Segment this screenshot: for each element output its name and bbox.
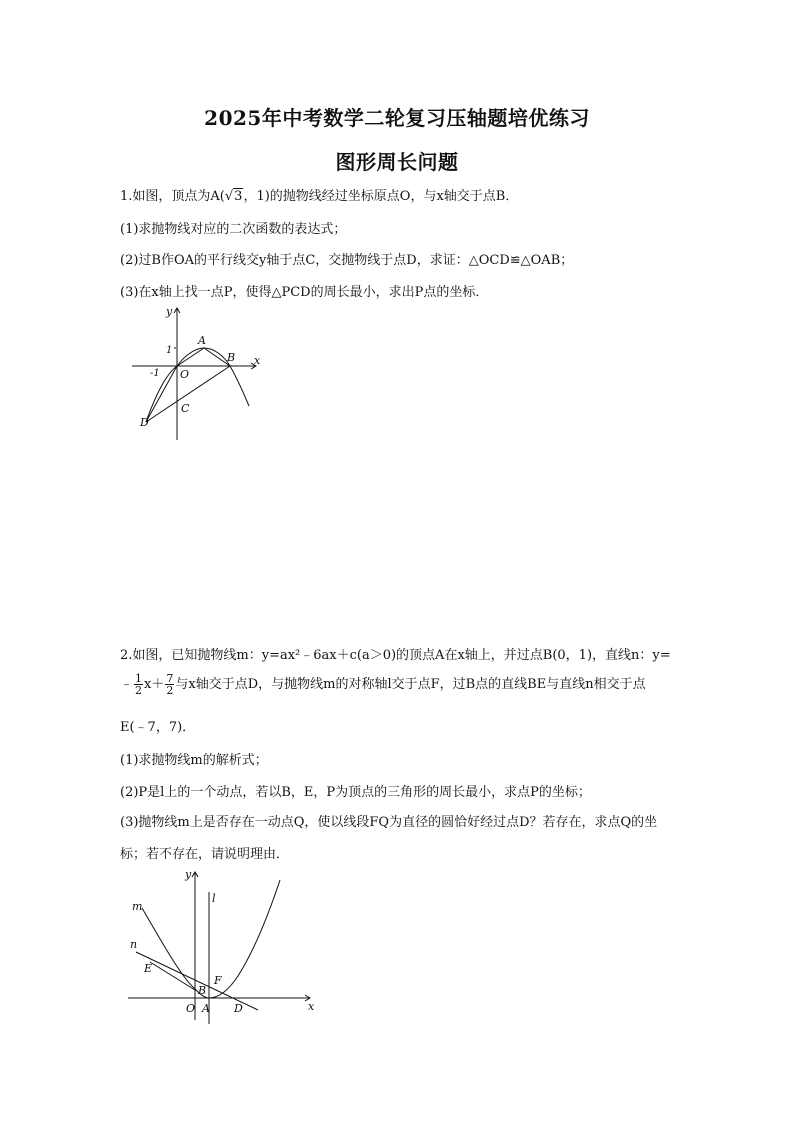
problem2-question1: (1)求抛物线m的解析式； — [120, 753, 268, 768]
problem2-question3-line2: 标；若不存在，请说明理由． — [120, 847, 290, 862]
label-neg-one: -1 — [150, 368, 160, 379]
problem2-figure — [124, 866, 320, 1026]
label-m: m — [132, 900, 143, 913]
x-plus: x＋ — [144, 677, 165, 692]
problem1-figure — [128, 302, 268, 444]
fraction2-denominator: 2 — [166, 684, 174, 697]
fraction1-numerator: 1 — [135, 672, 143, 685]
label-n: n — [130, 938, 138, 951]
label-a: A — [202, 1002, 210, 1015]
label-a: A — [198, 334, 206, 347]
problem2-question3-line1: (3)抛物线m上是否存在一动点Q，使以线段FQ为直径的圆恰好经过点D？若存在，求点Q的坐 — [120, 815, 658, 830]
label-d: D — [234, 1002, 243, 1015]
problem1-stem — [120, 185, 518, 204]
label-o: O — [186, 1002, 196, 1015]
problem1-stem-start: 1.如图，顶点为A( — [120, 189, 225, 204]
label-one: 1 — [166, 345, 173, 356]
label-c: C — [181, 402, 190, 415]
segment-be — [150, 962, 195, 990]
problem2-stem-line1: 2.如图，已知抛物线m：y=ax²﹣6ax＋c(a＞0)的顶点A在x轴上，并过点B(0，1)，直线n：y= — [120, 648, 671, 663]
label-x: x — [254, 354, 261, 367]
label-y: y — [185, 868, 192, 881]
label-e: E — [144, 962, 153, 975]
fraction-one-half — [134, 673, 143, 696]
problem1-question3: (3)在x轴上找一点P，使得△PCD的周长最小，求出P点的坐标． — [120, 285, 489, 300]
parabola-m — [142, 880, 280, 998]
sqrt-radicand: 3 — [234, 189, 243, 204]
sqrt-sign: √ — [224, 189, 234, 204]
fraction-seven-half — [165, 673, 174, 696]
problem2-question2: (2)P是l上的一个动点，若以B，E，P为顶点的三角形的周长最小，求点P的坐标； — [120, 785, 591, 800]
label-x: x — [308, 1000, 315, 1013]
label-o: O — [180, 368, 190, 381]
problem1-question1: (1)求抛物线对应的二次函数的表达式； — [120, 222, 347, 237]
fraction1-denominator: 2 — [135, 684, 143, 697]
label-y: y — [166, 305, 173, 318]
problem1-stem-end: ，1)的抛物线经过坐标原点O，与x轴交于点B． — [243, 189, 519, 204]
label-d: D — [140, 416, 149, 429]
fraction2-numerator: 7 — [166, 672, 174, 685]
problem2-stem-line3: E(﹣7，7)． — [120, 720, 196, 735]
page-title: 2025年中考数学二轮复习压轴题培优练习 — [204, 106, 590, 130]
problem2-stem-line2 — [120, 672, 646, 698]
segment-oa — [177, 348, 204, 366]
minus-sign: ﹣ — [120, 677, 134, 692]
label-f: F — [214, 974, 222, 987]
page-subtitle: 图形周长问题 — [335, 150, 459, 174]
label-l: l — [212, 892, 216, 905]
problem1-question2: (2)过B作OA的平行线交y轴于点C，交抛物线于点D，求证：△OCD≌△OAB； — [120, 253, 574, 268]
problem2-stem-line2-text: 与x轴交于点D，与抛物线m的对称轴l交于点F，过B点的直线BE与直线n相交于点 — [175, 677, 646, 692]
label-b: B — [198, 984, 207, 997]
label-b: B — [227, 351, 236, 364]
